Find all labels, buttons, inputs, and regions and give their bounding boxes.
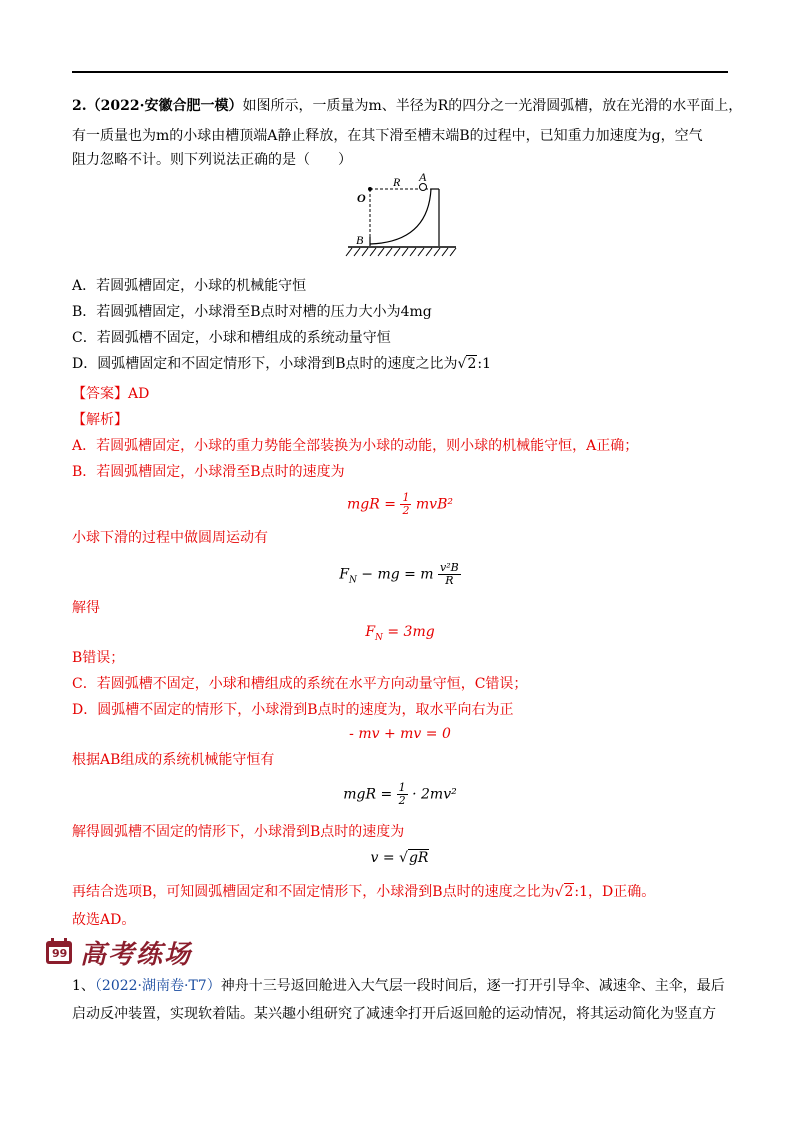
eq1-den: 2 [402, 504, 410, 517]
next-question-number: 1、 [72, 978, 95, 994]
eq2-lhs: F [339, 566, 349, 583]
analysis-a: A．若圆弧槽固定，小球的重力势能全部装换为小球的动能，则小球的机械能守恒，A正确； [72, 438, 639, 454]
analysis-circular: 小球下滑的过程中做圆周运动有 [72, 530, 268, 546]
next-question-text-2: 启动反冲装置，实现软着陆。某兴趣小组研究了减速伞打开后返回舱的运动情况，将其运动简化为竖直方 [72, 1006, 716, 1022]
calendar-icon [44, 936, 74, 966]
analysis-d: D．圆弧槽不固定的情形下，小球滑到B点时的速度为，取水平向右为正 [72, 702, 514, 718]
analysis-b-wrong: B错误； [72, 650, 125, 666]
question-number: 2. [72, 98, 87, 114]
equation-2 [0, 562, 800, 590]
analysis-b: B．若圆弧槽固定，小球滑至B点时的速度为 [72, 464, 345, 480]
equation-6: v = √gR [370, 850, 429, 866]
analysis-combine: 再结合选项B，可知圆弧槽固定和不固定情形下，小球滑到B点时的速度之比为√2:1，D正确。 [72, 884, 656, 900]
analysis-final: 故选AD。 [72, 912, 136, 928]
next-question-text-1: 神舟十三号返回舱进入大气层一段时间后，逐一打开引导伞、减速伞、主伞，最后 [220, 978, 725, 994]
label-a: A [419, 172, 427, 184]
section-title: 高考练场 [80, 940, 193, 970]
eq5-lhs: mgR = [343, 786, 393, 803]
combine-text: 再结合选项B，可知圆弧槽固定和不固定情形下，小球滑到B点时的速度之比为 [72, 884, 555, 900]
equation-4: - mv + mv = 0 [349, 726, 451, 742]
equation-5 [0, 782, 800, 807]
question-stem-1: 如图所示，一质量为m、半径为R的四分之一光滑圆弧槽，放在光滑的水平面上， [242, 98, 743, 114]
eq2-fraction [438, 562, 461, 587]
eq1-lhs: mgR = [347, 496, 396, 513]
option-a: A．若圆弧槽固定，小球的机械能守恒 [72, 278, 307, 294]
combine-sqrt: 2 [564, 884, 574, 900]
label-b: B [356, 233, 364, 247]
combine-tail: :1，D正确。 [574, 884, 656, 900]
arc-groove-figure [340, 172, 464, 264]
eq6-sqrt: gR [408, 850, 429, 866]
question-stem-3: 阻力忽略不计。则下列说法正确的是（ ） [72, 152, 352, 168]
next-question-line-1 [72, 976, 732, 996]
analysis-energy: 根据AB组成的系统机械能守恒有 [72, 752, 275, 768]
analysis-c: C．若圆弧槽不固定，小球和槽组成的系统在水平方向动量守恒，C错误； [72, 676, 528, 692]
option-b: B．若圆弧槽固定，小球滑至B点时对槽的压力大小为4mg [72, 304, 432, 320]
question-stem-2: 有一质量也为m的小球由槽顶端A静止释放，在其下滑至槽末端B的过程中，已知重力加速度为g，空气 [72, 128, 703, 144]
label-o: O [357, 191, 366, 205]
eq1-fraction [400, 492, 411, 517]
equation-3 [0, 622, 800, 648]
answer-line [72, 384, 732, 404]
eq2-num: v²B [440, 561, 459, 574]
question-2-line-1 [72, 96, 743, 116]
option-d-text: D．圆弧槽固定和不固定情形下，小球滑到B点时的速度之比为 [72, 356, 458, 372]
top-rule [72, 71, 728, 73]
eq5-fraction [397, 782, 408, 807]
option-c: C．若圆弧槽不固定，小球和槽组成的系统动量守恒 [72, 330, 391, 346]
eq1-rhs: mvB² [415, 496, 453, 513]
analysis-label: 【解析】 [72, 412, 128, 428]
option-d-sqrt: 2 [467, 356, 477, 372]
answer-value: AD [128, 386, 150, 402]
question-source: （2022·安徽合肥一模） [86, 98, 243, 114]
analysis-solve-label: 解得 [72, 600, 100, 616]
next-question-source: （2022·湖南卷·T7） [94, 978, 221, 994]
eq5-rhs: · 2mv² [412, 786, 457, 803]
eq3-lhs: F [365, 624, 376, 640]
equation-1 [0, 492, 800, 517]
analysis-solve-line: 解得圆弧槽不固定的情形下，小球滑到B点时的速度为 [72, 824, 405, 840]
eq6-lhs: v = [370, 850, 400, 866]
eq5-den: 2 [398, 794, 406, 807]
label-r: R [393, 175, 401, 189]
option-d: D．圆弧槽固定和不固定情形下，小球滑到B点时的速度之比为√2:1 [72, 356, 491, 372]
option-d-tail: :1 [477, 356, 491, 372]
eq2-sub: N [348, 575, 357, 586]
eq5-num: 1 [398, 781, 406, 794]
eq3-rhs: = 3mg [382, 624, 435, 640]
eq3-sub: N [375, 632, 383, 643]
calendar-icon-number: 99 [52, 947, 68, 960]
answer-label: 【答案】 [72, 386, 128, 402]
eq2-mid: − mg = m [356, 566, 434, 583]
eq1-num: 1 [402, 491, 410, 504]
eq2-den: R [445, 574, 454, 587]
